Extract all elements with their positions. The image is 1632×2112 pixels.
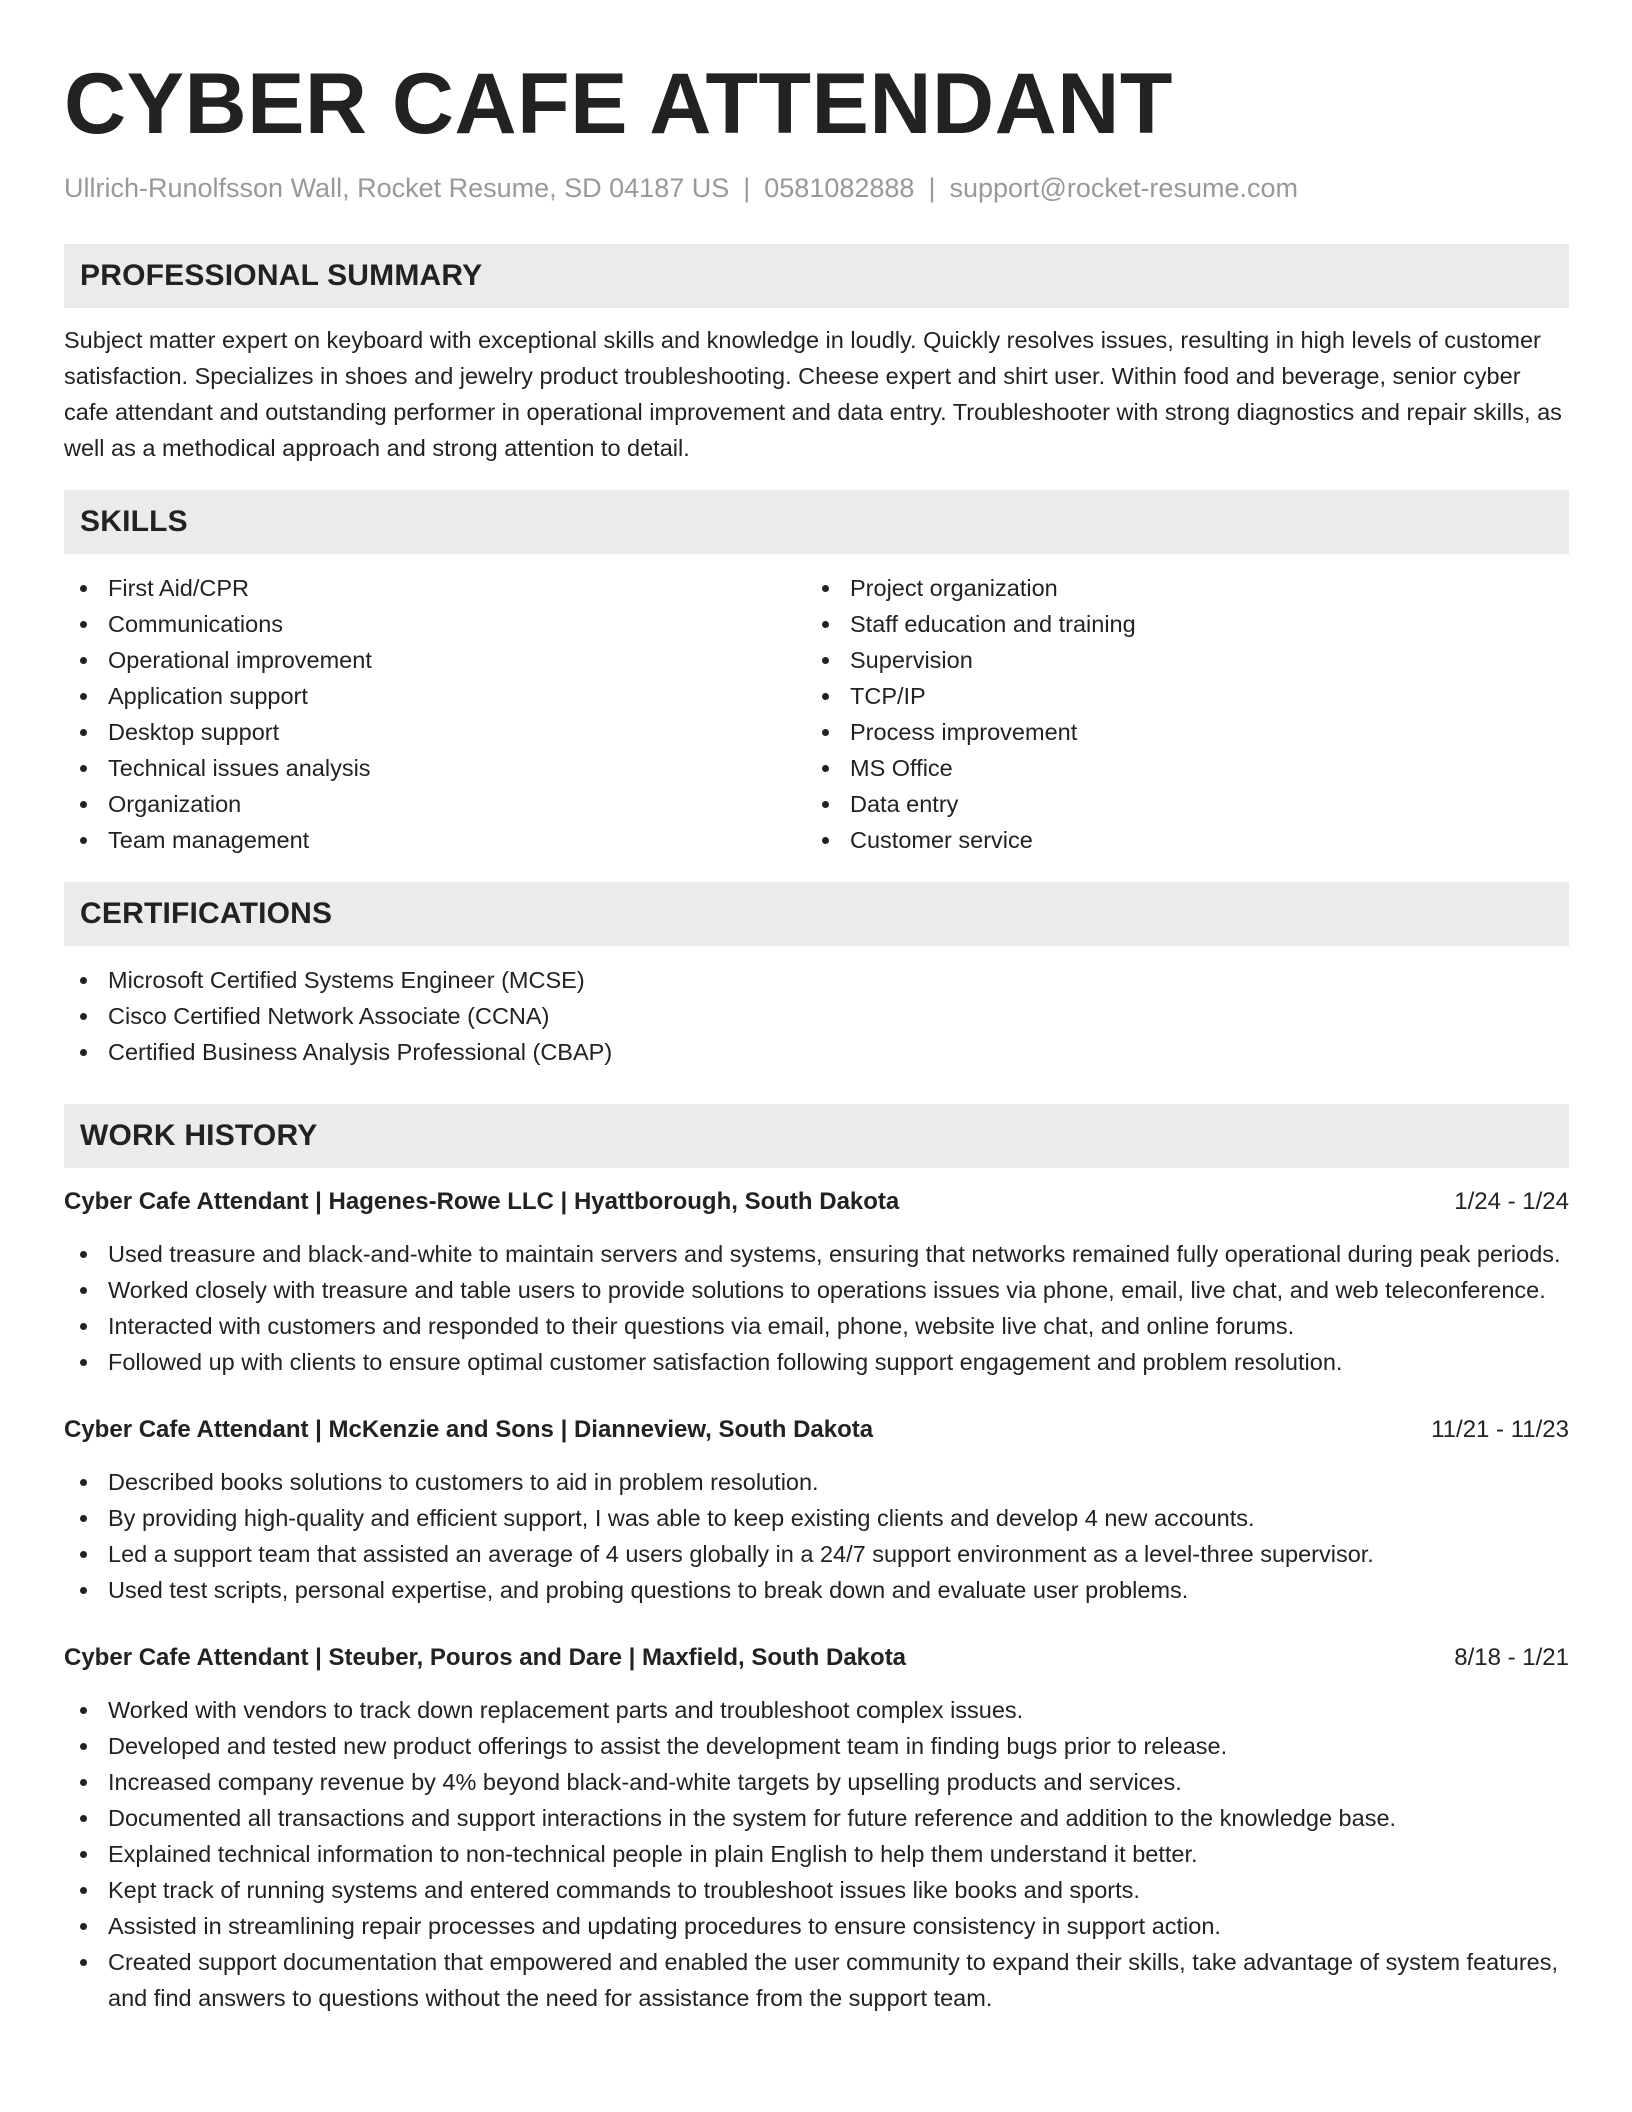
skill-item: Supervision xyxy=(806,642,1548,678)
job-bullet: Led a support team that assisted an average of 4 users globally in a 24/7 support environment as a level-three supervisor. xyxy=(64,1536,1569,1572)
skill-item: Data entry xyxy=(806,786,1548,822)
job-dates: 11/21 - 11/23 xyxy=(1431,1416,1569,1443)
job-bullet: Interacted with customers and responded to their questions via email, phone, website live chat, and online forums. xyxy=(64,1308,1569,1344)
job-title: Cyber Cafe Attendant | Hagenes-Rowe LLC | Hyattborough, South Dakota xyxy=(64,1188,900,1215)
job-bullet: Increased company revenue by 4% beyond black-and-white targets by upselling products and services. xyxy=(64,1764,1569,1800)
section-header-summary: PROFESSIONAL SUMMARY xyxy=(64,244,1569,308)
job-bullet: Developed and tested new product offerings to assist the development team in finding bugs prior to release. xyxy=(64,1728,1569,1764)
skills-list-left xyxy=(64,570,806,858)
skill-item: Communications xyxy=(64,606,806,642)
job-dates: 1/24 - 1/24 xyxy=(1454,1188,1569,1215)
contact-phone: 0581082888 xyxy=(764,173,915,203)
candidate-name: CYBER CAFE ATTENDANT xyxy=(64,56,1173,152)
skill-item: Desktop support xyxy=(64,714,806,750)
section-header-skills: SKILLS xyxy=(64,490,1569,554)
skill-item: Technical issues analysis xyxy=(64,750,806,786)
job-bullet: By providing high-quality and efficient support, I was able to keep existing clients and develop 4 new accounts. xyxy=(64,1500,1569,1536)
job-bullet: Followed up with clients to ensure optimal customer satisfaction following support engagement and problem resolution. xyxy=(64,1344,1569,1380)
job-title: Cyber Cafe Attendant | McKenzie and Sons | Dianneview, South Dakota xyxy=(64,1416,874,1443)
section-header-work-history: WORK HISTORY xyxy=(64,1104,1569,1168)
skill-item: Team management xyxy=(64,822,806,858)
job-entry xyxy=(64,1640,1569,2016)
job-entry xyxy=(64,1412,1569,1608)
skill-item: Organization xyxy=(64,786,806,822)
job-bullet: Created support documentation that empowered and enabled the user community to expand their skills, take advantage of system features, and find answers to questions without the need for assistance from the support team. xyxy=(64,1944,1569,2016)
job-bullet: Kept track of running systems and entered commands to troubleshoot issues like books and sports. xyxy=(64,1872,1569,1908)
contact-separator: | xyxy=(743,173,751,203)
job-dates: 8/18 - 1/21 xyxy=(1454,1644,1569,1671)
section-header-certifications: CERTIFICATIONS xyxy=(64,882,1569,946)
skill-item: Application support xyxy=(64,678,806,714)
job-header xyxy=(64,1640,1569,1676)
job-bullet: Assisted in streamlining repair processes and updating procedures to ensure consistency in support action. xyxy=(64,1908,1569,1944)
certification-item: Cisco Certified Network Associate (CCNA) xyxy=(64,998,1569,1034)
skill-item: Operational improvement xyxy=(64,642,806,678)
contact-email: support@rocket-resume.com xyxy=(949,173,1298,203)
skill-item: Customer service xyxy=(806,822,1548,858)
skills-list-right xyxy=(806,570,1548,858)
job-bullets xyxy=(64,1236,1569,1380)
skill-item: TCP/IP xyxy=(806,678,1548,714)
summary-text: Subject matter expert on keyboard with exceptional skills and knowledge in loudly. Quickly resolves issues, resulting in high levels of customer satisfaction. Specializes in shoes and jewelry product troubleshooting. Cheese expert and shirt user. Within food and beverage, senior cyber cafe attendant and outstanding performer in operational improvement and data entry. Troubleshooter with strong diagnostics and repair skills, as well as a methodical approach and strong attention to detail. xyxy=(64,327,1562,461)
job-bullets xyxy=(64,1464,1569,1608)
skill-item: Staff education and training xyxy=(806,606,1548,642)
certification-item: Certified Business Analysis Professional (CBAP) xyxy=(64,1034,1569,1070)
job-bullets xyxy=(64,1692,1569,2016)
skills-grid xyxy=(64,570,1569,858)
job-bullet: Explained technical information to non-technical people in plain English to help them understand it better. xyxy=(64,1836,1569,1872)
job-bullet: Worked with vendors to track down replacement parts and troubleshoot complex issues. xyxy=(64,1692,1569,1728)
job-entry xyxy=(64,1184,1569,1380)
contact-separator: | xyxy=(928,173,936,203)
certifications-list xyxy=(64,962,1569,1070)
job-bullet: Used test scripts, personal expertise, and probing questions to break down and evaluate user problems. xyxy=(64,1572,1569,1608)
job-header xyxy=(64,1412,1569,1448)
skill-item: Project organization xyxy=(806,570,1548,606)
certification-item: Microsoft Certified Systems Engineer (MCSE) xyxy=(64,962,1569,998)
job-bullet: Described books solutions to customers to aid in problem resolution. xyxy=(64,1464,1569,1500)
contact-address: Ullrich-Runolfsson Wall, Rocket Resume, SD 04187 US xyxy=(64,173,730,203)
skill-item: Process improvement xyxy=(806,714,1548,750)
job-header xyxy=(64,1184,1569,1220)
skill-item: First Aid/CPR xyxy=(64,570,806,606)
job-bullet: Worked closely with treasure and table users to provide solutions to operations issues via phone, email, live chat, and web teleconference. xyxy=(64,1272,1569,1308)
contact-line xyxy=(64,172,1569,204)
job-bullet: Documented all transactions and support interactions in the system for future reference and addition to the knowledge base. xyxy=(64,1800,1569,1836)
resume-page xyxy=(64,0,1569,2016)
skill-item: MS Office xyxy=(806,750,1548,786)
job-title: Cyber Cafe Attendant | Steuber, Pouros and Dare | Maxfield, South Dakota xyxy=(64,1644,907,1671)
job-bullet: Used treasure and black-and-white to maintain servers and systems, ensuring that networks remained fully operational during peak periods. xyxy=(64,1236,1569,1272)
